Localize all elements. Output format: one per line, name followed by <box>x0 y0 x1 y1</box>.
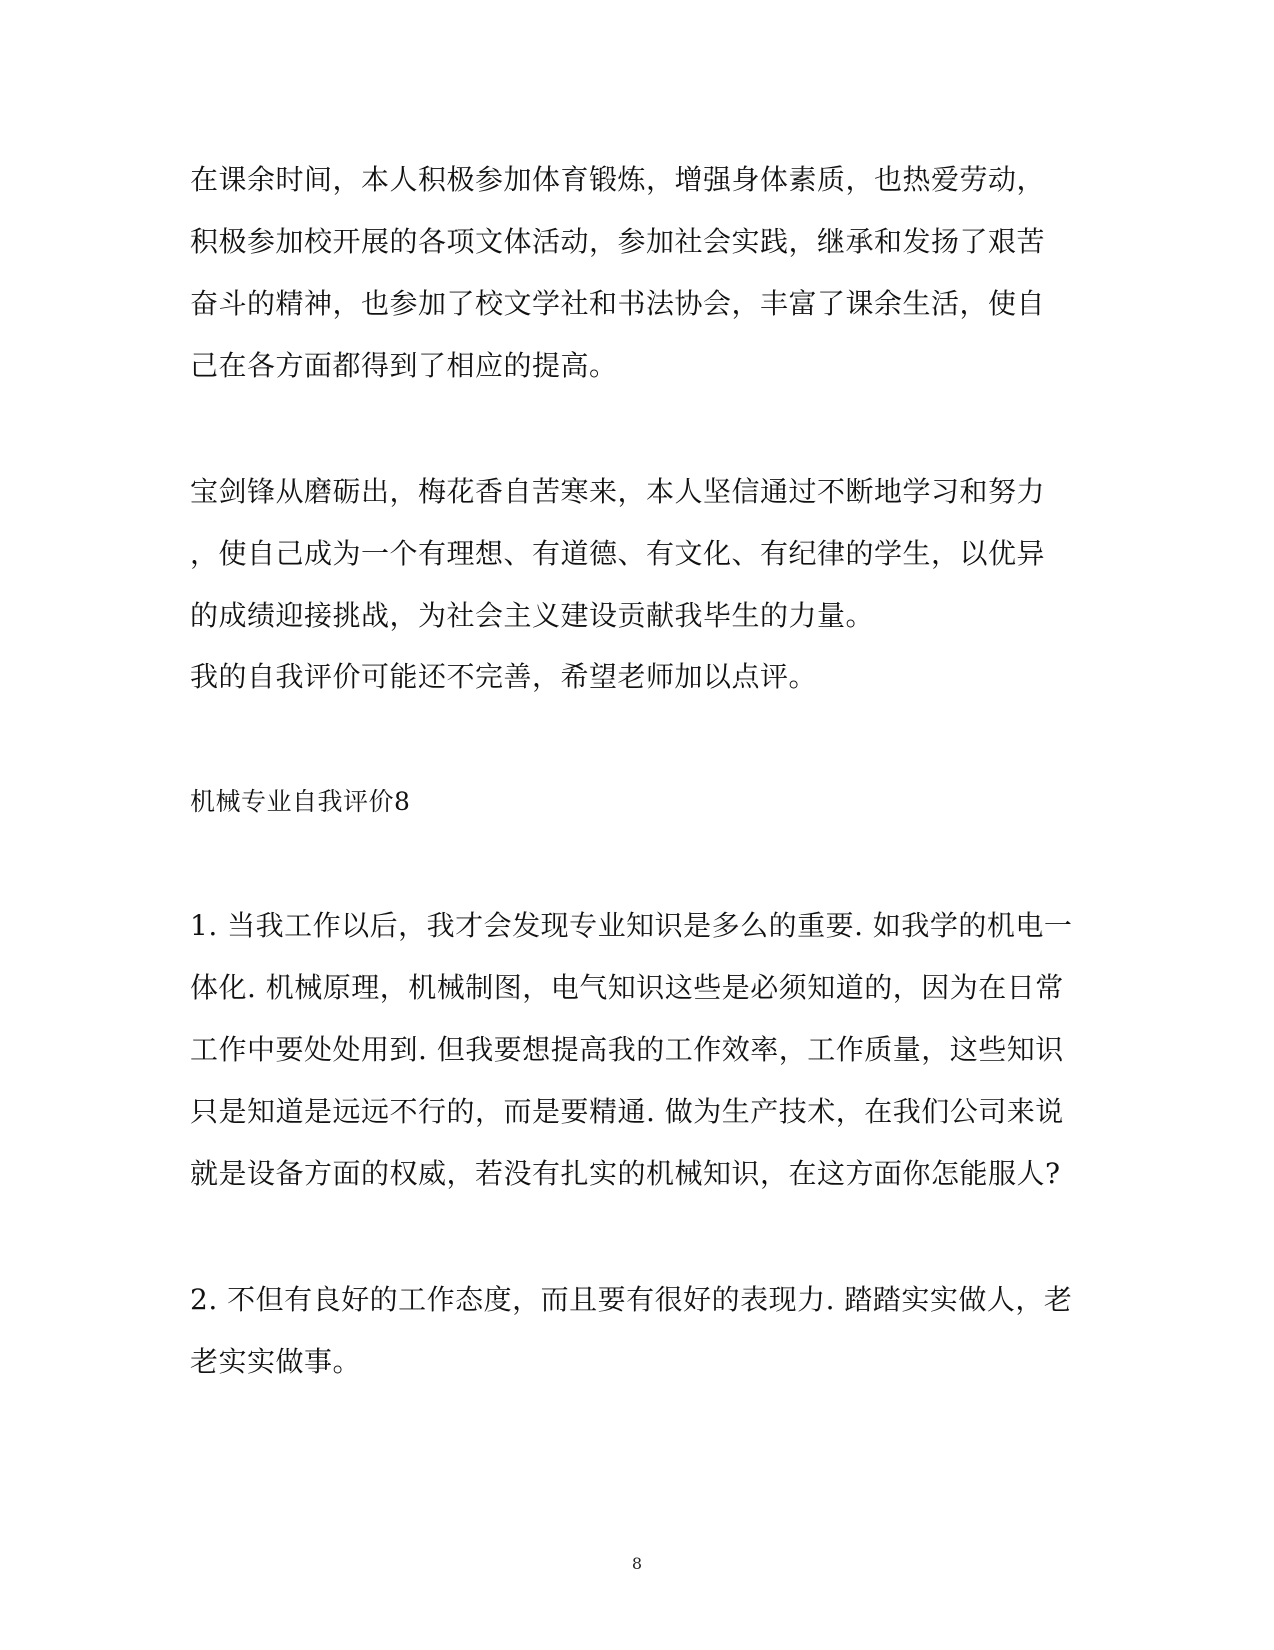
paragraph-2-line-2: ，使自己成为一个有理想、有道德、有文化、有纪律的学生，以优异 <box>190 537 1046 570</box>
item-1-line-2: 体化. 机械原理，机械制图，电气知识这些是必须知道的，因为在日常 <box>190 971 1064 1004</box>
paragraph-1-line-3: 奋斗的精神，也参加了校文学社和书法协会，丰富了课余生活，使自 <box>190 287 1046 320</box>
item-2-line-1: 2. 不但有良好的工作态度，而且要有很好的表现力. 踏踏实实做人，老 <box>190 1283 1073 1316</box>
item-1-line-4: 只是知道是远远不行的，而是要精通. 做为生产技术，在我们公司来说 <box>190 1095 1064 1128</box>
paragraph-2-line-3: 的成绩迎接挑战，为社会主义建设贡献我毕生的力量。 <box>190 599 875 632</box>
item-1-line-3: 工作中要处处用到. 但我要想提高我的工作效率，工作质量，这些知识 <box>190 1033 1064 1066</box>
paragraph-2-line-4: 我的自我评价可能还不完善，希望老师加以点评。 <box>190 660 818 693</box>
item-2-line-2: 老实实做事。 <box>190 1345 362 1378</box>
paragraph-2-line-1: 宝剑锋从磨砺出，梅花香自苦寒来，本人坚信通过不断地学习和努力 <box>190 475 1046 508</box>
item-1-line-5: 就是设备方面的权威，若没有扎实的机械知识，在这方面你怎能服人? <box>190 1157 1061 1190</box>
paragraph-1-line-4: 己在各方面都得到了相应的提高。 <box>190 349 618 382</box>
page-number: 8 <box>631 1554 643 1573</box>
paragraph-1-line-2: 积极参加校开展的各项文体活动，参加社会实践，继承和发扬了艰苦 <box>190 225 1046 258</box>
item-1-line-1: 1. 当我工作以后，我才会发现专业知识是多么的重要. 如我学的机电一 <box>190 909 1073 942</box>
section-heading: 机械专业自我评价8 <box>190 787 411 816</box>
paragraph-1-line-1: 在课余时间，本人积极参加体育锻炼，增强身体素质，也热爱劳动， <box>190 163 1046 196</box>
